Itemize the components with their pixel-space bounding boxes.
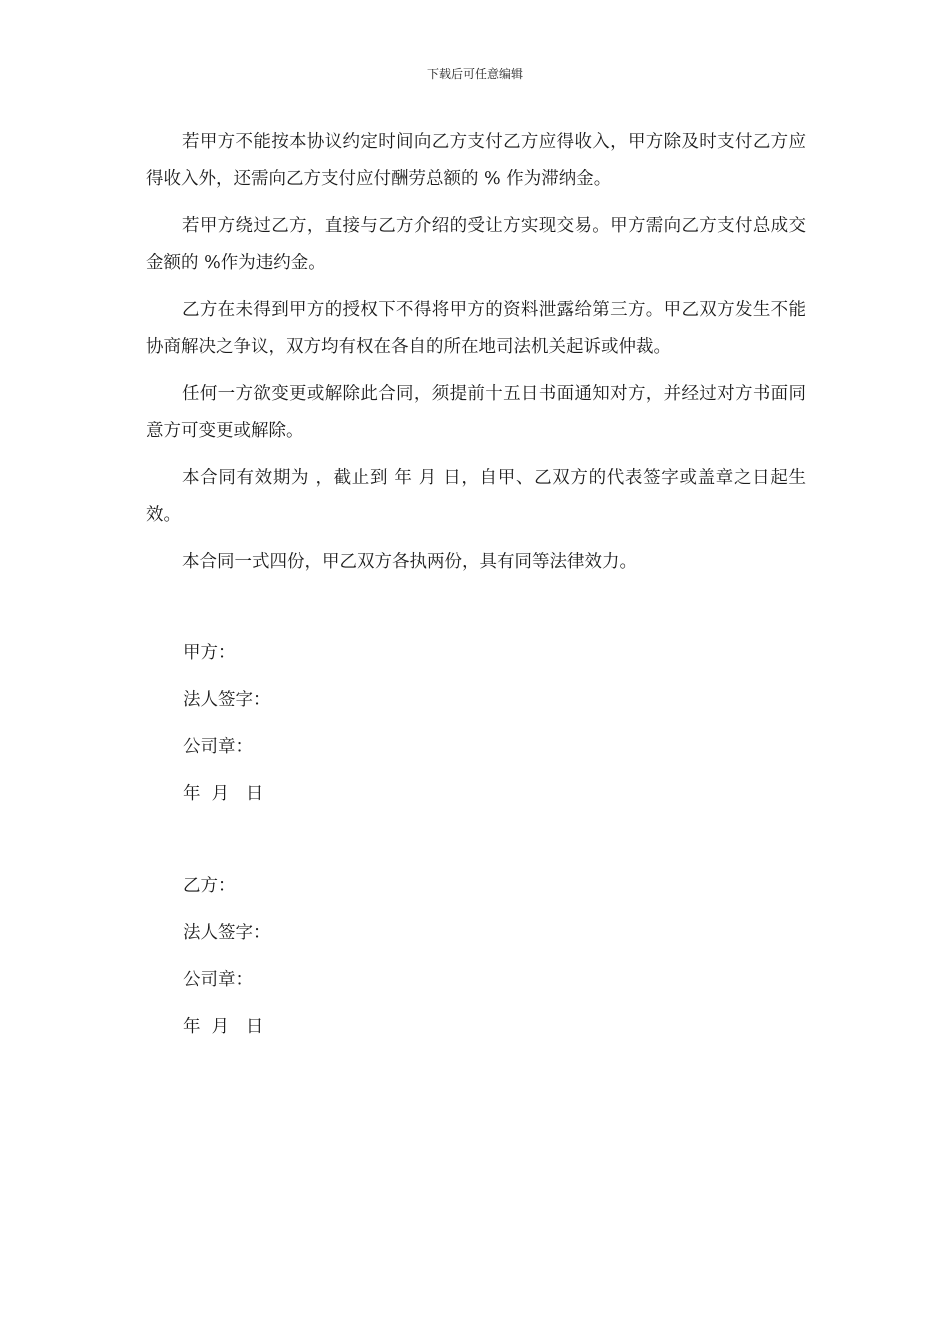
paragraph-copies: 本合同一式四份，甲乙双方各执两份，具有同等法律效力。	[182, 552, 637, 572]
party-b-date: 年 月 日	[183, 1017, 264, 1037]
party-a-date: 年 月 日	[183, 784, 264, 804]
party-a-legal-signature: 法人签字：	[183, 690, 271, 710]
party-a-company-seal: 公司章：	[183, 737, 253, 757]
page-header: 下载后可任意编辑	[426, 67, 523, 81]
party-a-label: 甲方：	[183, 643, 236, 663]
paragraph-late-fee: 若甲方不能按本协议约定时间向乙方支付乙方应得收入，甲方除及时支付乙方应得收入外，还需向乙方支付应付酬劳总额的 % 作为滞纳金。	[146, 132, 806, 189]
party-b-label: 乙方：	[183, 876, 236, 896]
paragraph-penalty: 若甲方绕过乙方，直接与乙方介绍的受让方实现交易。甲方需向乙方支付总成交金额的 %作为违约金。	[146, 216, 806, 273]
party-b-legal-signature: 法人签字：	[183, 923, 271, 943]
paragraph-confidentiality: 乙方在未得到甲方的授权下不得将甲方的资料泄露给第三方。甲乙双方发生不能协商解决之争议，双方均有权在各自的所在地司法机关起诉或仲裁。	[146, 300, 806, 357]
party-a-signature-block	[183, 641, 271, 829]
party-b-signature-block	[183, 874, 271, 1062]
paragraph-termination: 任何一方欲变更或解除此合同，须提前十五日书面通知对方，并经过对方书面同意方可变更或解除。	[146, 384, 806, 441]
contract-body	[146, 124, 806, 591]
paragraph-validity: 本合同有效期为 ，截止到 年 月 日，自甲、乙双方的代表签字或盖章之日起生效。	[146, 468, 806, 525]
party-b-company-seal: 公司章：	[183, 970, 253, 990]
